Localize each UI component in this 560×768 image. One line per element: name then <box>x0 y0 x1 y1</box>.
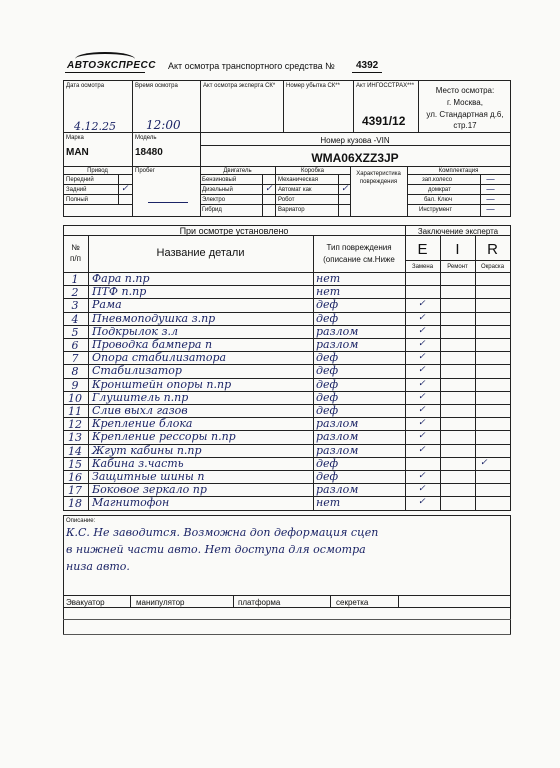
ingos-act-value: 4391/12 <box>362 114 406 128</box>
col-e-sub: Замена <box>411 264 434 270</box>
vin-value: WMA06XZZ3JP <box>311 151 399 165</box>
notes-line-3: низа авто. <box>66 560 130 573</box>
drive-label: Привод <box>87 168 108 174</box>
row-tick-mark: ✓ <box>418 365 426 376</box>
damage-char-label: Характеристика <box>356 171 401 177</box>
row-part-name: Жгут кабины п.пр <box>92 443 202 457</box>
row-part-name: Боковое зеркало пр <box>92 483 207 497</box>
drive-front: Передний <box>66 177 94 183</box>
engine-electric: Электро <box>202 197 226 203</box>
date-label: Дата осмотра <box>66 83 105 89</box>
row-number: 18 <box>68 497 82 511</box>
row-part-name: Глушитель п.пр <box>92 390 189 404</box>
kit-jack: домкрат <box>428 187 451 193</box>
drive-all: Полный <box>66 197 88 203</box>
model-value: 18480 <box>135 147 163 158</box>
established-heading: При осмотре установлено <box>179 226 289 236</box>
drive-rear: Задний <box>66 187 87 193</box>
row-tick-mark: ✓ <box>418 471 426 481</box>
gearbox-label: Коробка <box>300 168 325 174</box>
damage-type-header-2: (описание см.Ниже <box>323 255 395 264</box>
notes-label: Описание: <box>66 518 96 524</box>
row-part-name: Опора стабилизатора <box>92 351 227 365</box>
manipulator-label: манипулятор <box>136 598 185 607</box>
row-damage-type: деф <box>316 456 339 470</box>
row-part-name: Магнитофон <box>92 496 170 510</box>
engine-diesel: Дизельный <box>202 187 233 193</box>
row-damage-type: деф <box>316 298 339 312</box>
place-city: г. Москва, <box>447 98 483 107</box>
row-tick-mark: ✓ <box>418 405 426 415</box>
place-building: стр.17 <box>453 121 477 130</box>
brand-value: MAN <box>66 147 89 158</box>
row-number: 9 <box>71 378 79 392</box>
act-title: Акт осмотра транспортного средства № <box>168 61 335 71</box>
row-part-name: Подкрылок з.л <box>92 324 178 338</box>
row-damage-type: нет <box>316 496 341 510</box>
col-i-sub: Ремонт <box>447 264 468 270</box>
row-part-name: Стабилизатор <box>92 364 182 378</box>
conclusion-heading: Заключение эксперта <box>417 227 499 236</box>
platform-label: платформа <box>238 598 281 607</box>
row-damage-type: разлом <box>316 417 359 431</box>
row-damage-type: деф <box>316 377 339 391</box>
time-value: 12:00 <box>146 118 181 132</box>
inspection-act-sheet: АВТОЭКСПРЕСС Акт осмотра транспортного средства № 4392 Дата осмотра Время осмотра Акт осмотра эксперта СК* Номер убытка СК** Акт ИНГОССТРАХ*** 4.12.25 12:00 4391/12 Место осмотра: г. Москва, ул. Стандартная д.6, стр.17 Марка Модель MAN 18480 Номер кузова -VIN WMA06XZZ3JP Привод Передний Задний Полный ✓ Пробег Двигатель Бензиновый Дизельный Электро Гибрид ✓ Коробка Механическая Автомат как Робот Вариатор ✓ Характеристика повреждения Комплектация зап.колесо домкрат бал. Ключ Инструмент — — — — При осмотре установлено Заключение эксперта № п/п Название детали Тип повреждения (описание см.Ниже E I R Замена Ремонт Окраска 1 Фара п.пр нет 2 ПТФ п.пр нет 3 Рама деф ✓ 4 Пневмоподушка з.пр деф ✓ 5 Подкрылок з.л разлом ✓ 6 Проводка бампера п разлом ✓ 7 Опора стабилизатора деф ✓ 8 Стабилизатор деф ✓ 9 Кронштейн опоры п.пр деф ✓ 10 Глушитель п.пр деф ✓ 11 Слив выхл газов деф ✓ 12 Крепление блока разлом ✓ 13 Крепление рессоры п.пр разлом ✓ 14 Жгут кабины п.пр разлом ✓ 15 Кабина з.часть деф ✓ 16 Защитные шины п деф ✓ 17 Боковое зеркало пр разлом ✓ 18 Магнитофон нет ✓ Описание: К.С. Не заводится. Возможна доп деформация сцеп в нижней части авто. Нет доступа для осмотра низа авто. Эвакуатор манипулятор платформа секретка <box>0 0 560 768</box>
row-tick-mark: ✓ <box>418 484 426 495</box>
row-number: 11 <box>68 405 82 418</box>
place-street: ул. Стандартная д.6, <box>426 110 504 119</box>
row-tick-mark: ✓ <box>418 431 426 442</box>
sector-label: секретка <box>336 598 369 607</box>
row-part-name: Кабина з.часть <box>92 456 184 470</box>
row-damage-type: нет <box>316 272 341 285</box>
row-damage-type: деф <box>316 311 339 325</box>
notes-line-2: в нижней части авто. Нет доступа для осмотра <box>66 543 366 556</box>
row-number: 3 <box>71 299 79 313</box>
row-tick-mark: ✓ <box>418 339 426 349</box>
row-number: 6 <box>71 339 79 352</box>
row-part-name: Пневмоподушка з.пр <box>92 311 216 325</box>
expert-act-label: Акт осмотра эксперта СК* <box>203 83 276 89</box>
engine-label: Двигатель <box>223 168 252 174</box>
row-damage-type: нет <box>316 285 341 299</box>
row-part-name: Крепление блока <box>92 417 193 431</box>
row-part-name: ПТФ п.пр <box>92 285 147 299</box>
mileage-label: Пробег <box>135 168 155 174</box>
gearbox-cvt: Вариатор <box>278 207 305 213</box>
place-label: Место осмотра: <box>435 86 495 95</box>
row-number: 7 <box>71 352 79 366</box>
model-label: Модель <box>135 135 157 141</box>
num-label-2: п/п <box>70 254 81 263</box>
row-damage-type: разлом <box>316 324 359 338</box>
col-i: I <box>455 241 460 258</box>
kit-wrench: бал. Ключ <box>424 197 452 203</box>
row-number: 2 <box>71 286 79 300</box>
vin-label: Номер кузова -VIN <box>320 136 390 145</box>
row-tick-mark: ✓ <box>418 418 426 429</box>
col-r-sub: Окраска <box>480 264 505 270</box>
row-damage-type: деф <box>316 351 339 365</box>
gearbox-manual: Механическая <box>278 177 319 183</box>
row-number: 17 <box>68 484 82 498</box>
row-damage-type: разлом <box>316 338 359 351</box>
row-number: 15 <box>68 457 82 471</box>
row-tick-mark: ✓ <box>418 378 426 389</box>
engine-petrol: Бензиновый <box>202 177 237 183</box>
row-number: 1 <box>71 273 79 286</box>
row-number: 4 <box>71 312 79 326</box>
row-part-name: Крепление рессоры п.пр <box>92 430 236 444</box>
row-tick-mark: ✓ <box>418 312 426 323</box>
kit-label: Комплектация <box>438 168 479 174</box>
damage-type-header: Тип повреждения <box>326 243 392 252</box>
row-damage-type: разлом <box>316 483 359 497</box>
row-damage-type: разлом <box>316 443 359 457</box>
row-number: 10 <box>68 391 82 405</box>
row-tick-mark: ✓ <box>418 325 426 336</box>
row-tick-mark: ✓ <box>418 299 426 310</box>
row-tick-mark: ✓ <box>418 444 426 455</box>
gearbox-robot: Робот <box>278 197 295 203</box>
damage-char-label-2: повреждения <box>359 179 398 185</box>
evac-label: Эвакуатор <box>66 598 105 607</box>
engine-hybrid: Гибрид <box>202 207 222 213</box>
row-part-name: Защитные шины п <box>92 470 205 483</box>
row-part-name: Проводка бампера п <box>92 338 213 351</box>
row-damage-type: деф <box>316 364 339 378</box>
col-e: E <box>417 241 428 258</box>
row-number: 5 <box>71 325 79 339</box>
row-number: 8 <box>71 365 79 379</box>
row-damage-type: деф <box>316 404 339 417</box>
brand-label: Марка <box>66 135 84 141</box>
gearbox-auto: Автомат как <box>278 187 312 193</box>
company-logo: АВТОЭКСПРЕСС <box>63 52 147 74</box>
row-damage-type: деф <box>316 390 339 404</box>
time-label: Время осмотра <box>135 83 178 89</box>
kit-spare-wheel: зап.колесо <box>422 177 453 183</box>
date-value: 4.12.25 <box>74 120 116 133</box>
num-label: № <box>71 243 80 252</box>
row-number: 14 <box>68 444 82 458</box>
kit-tools: Инструмент <box>419 207 453 213</box>
row-tick-mark: ✓ <box>418 352 426 363</box>
act-number: 4392 <box>356 60 379 71</box>
row-part-name: Рама <box>92 298 122 312</box>
row-number: 16 <box>68 471 82 484</box>
row-tick-mark: ✓ <box>480 457 488 468</box>
row-part-name: Фара п.пр <box>92 272 150 285</box>
row-damage-type: разлом <box>316 430 359 444</box>
row-damage-type: деф <box>316 470 339 483</box>
row-part-name: Кронштейн опоры п.пр <box>92 377 232 391</box>
part-name-header: Название детали <box>156 247 245 259</box>
row-part-name: Слив выхл газов <box>92 404 188 417</box>
col-r: R <box>487 241 498 258</box>
loss-number-label: Номер убытка СК** <box>286 83 340 89</box>
row-number: 12 <box>68 418 82 432</box>
notes-line-1: К.С. Не заводится. Возможна доп деформация сцеп <box>66 526 379 539</box>
row-tick-mark: ✓ <box>418 391 426 402</box>
row-number: 13 <box>68 431 82 445</box>
ingos-act-label: Акт ИНГОССТРАХ*** <box>356 83 415 89</box>
row-tick-mark: ✓ <box>418 497 426 508</box>
